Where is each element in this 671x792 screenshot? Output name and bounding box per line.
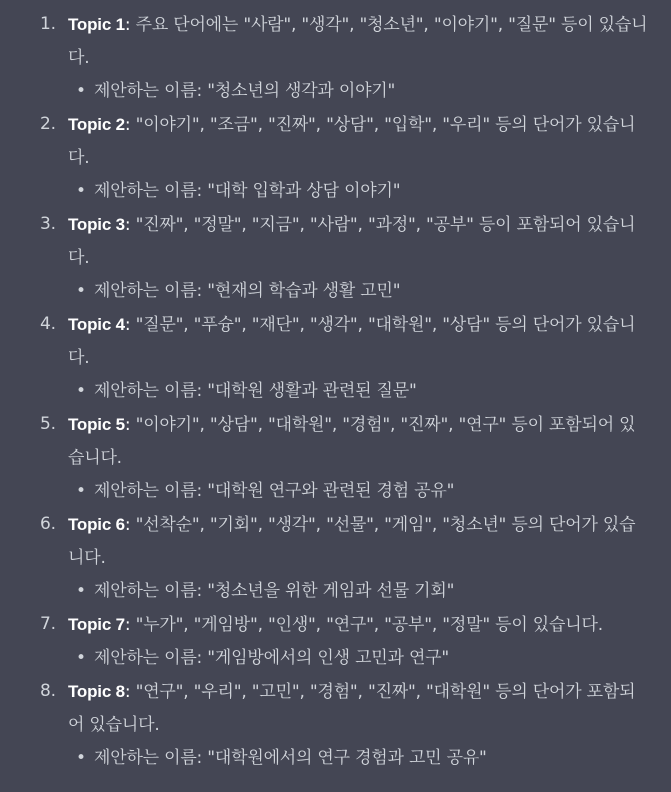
suggestion-item (68, 742, 651, 775)
bullet-icon: • (76, 81, 86, 101)
suggestion-prefix: 제안하는 이름: (94, 648, 208, 668)
topic-description: 주요 단어에는 "사람", "생각", "청소년", "이야기", "질문" 등이 있습니다. (68, 15, 648, 68)
suggestion-value: "대학 입학과 상담 이야기" (207, 181, 401, 201)
topic-description: "진짜", "정말", "지금", "사람", "과정", "공부" 등이 포함되어 있습니다. (68, 215, 636, 268)
topic-item (0, 675, 651, 775)
topic-number: 8. (40, 681, 56, 701)
topic-head: Topic 6: "선착순", "기회", "생각", "선물", "게임", "청소년" 등의 단어가 있습니다. (68, 515, 636, 568)
topic-label: Topic 2 (68, 115, 125, 134)
topic-item (0, 208, 651, 308)
suggestion-value: "청소년을 위한 게임과 선물 기회" (207, 581, 455, 601)
topic-item (0, 308, 651, 408)
suggestion-prefix: 제안하는 이름: (94, 381, 208, 401)
suggestion-value: "게임방에서의 인생 고민과 연구" (207, 648, 450, 668)
topic-number: 5. (40, 414, 56, 434)
topic-label: Topic 6 (68, 515, 125, 534)
topic-number: 6. (40, 514, 56, 534)
suggestion-item (68, 175, 651, 208)
topic-label: Topic 3 (68, 215, 125, 234)
topic-item (0, 608, 651, 675)
topic-description: "이야기", "상담", "대학원", "경험", "진짜", "연구" 등이 포함되어 있습니다. (68, 415, 636, 468)
topic-item (0, 508, 651, 608)
topic-number: 7. (40, 614, 56, 634)
topic-description: "누가", "게임방", "인생", "연구", "공부", "정말" 등이 있습니다. (130, 615, 603, 635)
topic-head: Topic 2: "이야기", "조금", "진짜", "상담", "입학", "우리" 등의 단어가 있습니다. (68, 115, 636, 168)
topic-number: 1. (40, 14, 56, 34)
suggestion-item (68, 475, 651, 508)
suggestion-prefix: 제안하는 이름: (94, 181, 208, 201)
suggestion-prefix: 제안하는 이름: (94, 748, 208, 768)
suggestion-item (68, 575, 651, 608)
suggestion-item (68, 642, 651, 675)
bullet-icon: • (76, 748, 86, 768)
topic-head: Topic 7: "누가", "게임방", "인생", "연구", "공부", "정말" 등이 있습니다. (68, 615, 603, 635)
topic-description: "질문", "푸슝", "재단", "생각", "대학원", "상담" 등의 단어가 있습니다. (68, 315, 636, 368)
suggestion-item (68, 75, 651, 108)
topic-number: 3. (40, 214, 56, 234)
suggestion-value: "청소년의 생각과 이야기" (207, 81, 396, 101)
topic-number: 4. (40, 314, 56, 334)
topic-description: "선착순", "기회", "생각", "선물", "게임", "청소년" 등의 단어가 있습니다. (68, 515, 636, 568)
topic-label: Topic 7 (68, 615, 125, 634)
topic-number: 2. (40, 114, 56, 134)
suggestion-prefix: 제안하는 이름: (94, 581, 208, 601)
bullet-icon: • (76, 381, 86, 401)
suggestion-item (68, 275, 651, 308)
topic-head: Topic 5: "이야기", "상담", "대학원", "경험", "진짜", "연구" 등이 포함되어 있습니다. (68, 415, 636, 468)
topic-head: Topic 3: "진짜", "정말", "지금", "사람", "과정", "공부" 등이 포함되어 있습니다. (68, 215, 636, 268)
suggestion-prefix: 제안하는 이름: (94, 81, 208, 101)
topic-description: "이야기", "조금", "진짜", "상담", "입학", "우리" 등의 단어가 있습니다. (68, 115, 636, 168)
suggestion-prefix: 제안하는 이름: (94, 281, 208, 301)
suggestion-value: "대학원 연구와 관련된 경험 공유" (207, 481, 455, 501)
bullet-icon: • (76, 481, 86, 501)
topic-label: Topic 1 (68, 15, 125, 34)
topic-item (0, 108, 651, 208)
topic-label: Topic 8 (68, 682, 125, 701)
bullet-icon: • (76, 648, 86, 668)
topic-item (0, 8, 651, 108)
suggestion-value: "대학원에서의 연구 경험과 고민 공유" (207, 748, 487, 768)
topic-label: Topic 5 (68, 415, 125, 434)
suggestion-prefix: 제안하는 이름: (94, 481, 208, 501)
topic-head: Topic 1: 주요 단어에는 "사람", "생각", "청소년", "이야기", "질문" 등이 있습니다. (68, 15, 648, 68)
suggestion-value: "현재의 학습과 생활 고민" (207, 281, 401, 301)
topic-description: "연구", "우리", "고민", "경험", "진짜", "대학원" 등의 단어가 포함되어 있습니다. (68, 682, 636, 735)
suggestion-value: "대학원 생활과 관련된 질문" (207, 381, 417, 401)
bullet-icon: • (76, 181, 86, 201)
topic-label: Topic 4 (68, 315, 125, 334)
topic-head: Topic 8: "연구", "우리", "고민", "경험", "진짜", "대학원" 등의 단어가 포함되어 있습니다. (68, 682, 636, 735)
topic-head: Topic 4: "질문", "푸슝", "재단", "생각", "대학원", "상담" 등의 단어가 있습니다. (68, 315, 636, 368)
bullet-icon: • (76, 581, 86, 601)
suggestion-item (68, 375, 651, 408)
topic-item (0, 408, 651, 508)
bullet-icon: • (76, 281, 86, 301)
